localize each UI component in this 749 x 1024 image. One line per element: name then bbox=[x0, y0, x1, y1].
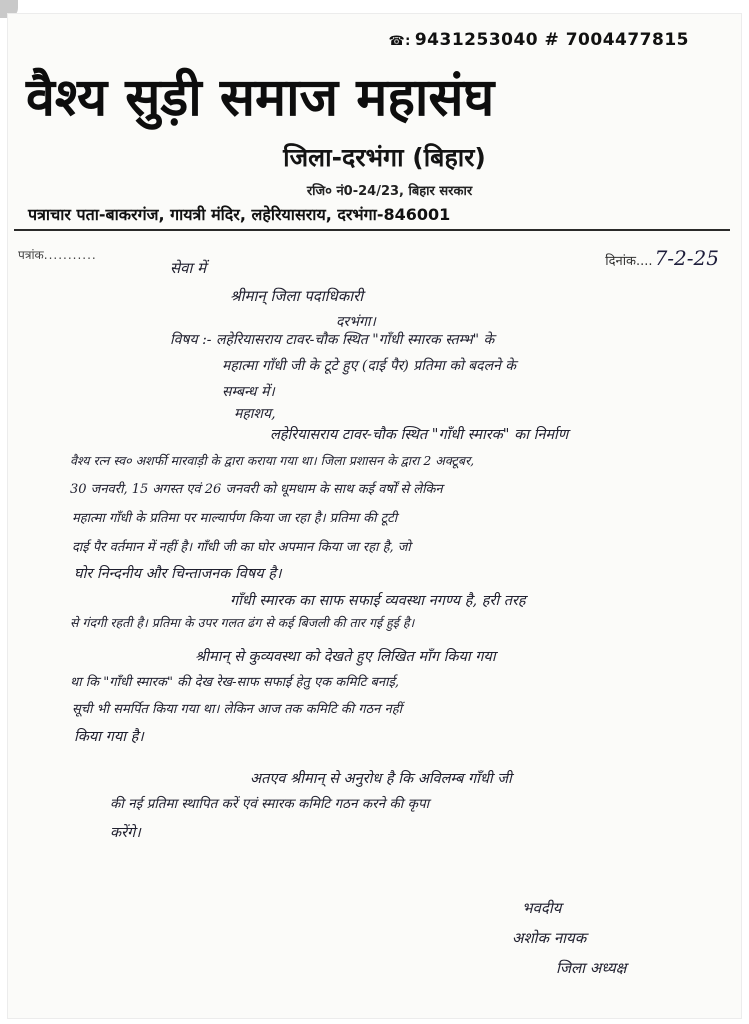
district-line: जिला-दरभंगा (बिहार) bbox=[283, 143, 486, 172]
body-line: दाई पैर वर्तमान में नहीं है। गाँधी जी का घोर अपमान किया जा रहा है, जो bbox=[72, 540, 411, 555]
phone-icon: ☎: bbox=[388, 34, 411, 49]
date-label: दिनांक.... bbox=[605, 254, 653, 269]
postal-address: पत्राचार पता-बाकरगंज, गायत्री मंदिर, लहेरियासराय, दरभंगा-846001 bbox=[28, 205, 451, 224]
phone-numbers bbox=[388, 30, 689, 50]
signature-name: अशोक नायक bbox=[512, 929, 587, 947]
subject-line: विषय :- लहेरियासराय टावर-चौक स्थित "गाँधी स्मारक स्तम्भ" के bbox=[170, 332, 495, 348]
reference-dots: ........... bbox=[43, 248, 97, 262]
closing-line: अतएव श्रीमान् से अनुरोध है कि अविलम्ब गाँधी जी bbox=[250, 771, 512, 787]
registration-line: रजि० नं0-24/23, बिहार सरकार bbox=[306, 184, 473, 199]
body-line: किया गया है। bbox=[74, 729, 144, 745]
body-line: श्रीमान् से कुव्यवस्था को देखते हुए लिखित माँग किया गया bbox=[195, 649, 496, 665]
body-line: घोर निन्दनीय और चिन्ताजनक विषय है। bbox=[74, 566, 282, 582]
body-line: से गंदगी रहती है। प्रतिमा के उपर गलत ढंग से कई बिजली की तार गई हुई है। bbox=[70, 615, 415, 630]
body-line: महात्मा गाँधी के प्रतिमा पर माल्यार्पण किया जा रहा है। प्रतिमा की टूटी bbox=[72, 511, 398, 526]
greeting: महाशय, bbox=[234, 406, 276, 422]
date-field bbox=[605, 246, 719, 270]
reference-label: पत्रांक bbox=[18, 248, 44, 262]
recipient-city: दरभंगा। bbox=[336, 314, 376, 330]
closing-line: की नई प्रतिमा स्थापित करें एवं स्मारक कमिटि गठन करने की कृपा bbox=[110, 796, 430, 812]
body-line: वैश्य रत्न स्व० अशर्फी मारवाड़ी के द्वारा कराया गया था। जिला प्रशासन के द्वारा 2 अक्टूबर, bbox=[70, 453, 475, 468]
phone-text: 9431253040 # 7004477815 bbox=[414, 30, 689, 50]
date-value: 7-2-25 bbox=[654, 246, 719, 270]
signature-valediction: भवदीय bbox=[522, 899, 562, 917]
body-line: था कि "गाँधी स्मारक" की देख रेख-साफ सफाई हेतु एक कमिटि बनाई, bbox=[70, 675, 400, 690]
body-line: गाँधी स्मारक का साफ सफाई व्यवस्था नगण्य है, हरी तरह bbox=[230, 593, 526, 609]
body-line: लहेरियासराय टावर-चौक स्थित "गाँधी स्मारक" का निर्माण bbox=[270, 427, 569, 443]
header-divider bbox=[14, 229, 730, 231]
subject-line: सम्बन्ध में। bbox=[222, 384, 275, 400]
organization-name: वैश्य सुड़ी समाज महासंघ bbox=[26, 68, 495, 128]
closing-line: करेंगे। bbox=[110, 825, 141, 841]
signature-designation: जिला अध्यक्ष bbox=[556, 959, 627, 977]
subject-line: महात्मा गाँधी जी के टूटे हुए (दाई पैर) प्रतिमा को बदलने के bbox=[222, 358, 517, 374]
salutation-to: सेवा में bbox=[170, 259, 207, 277]
reference-field bbox=[18, 246, 97, 263]
recipient-title: श्रीमान् जिला पदाधिकारी bbox=[230, 287, 364, 305]
body-line: सूची भी समर्पित किया गया था। लेकिन आज तक कमिटि की गठन नहीं bbox=[72, 702, 402, 717]
body-line: 30 जनवरी, 15 अगस्त एवं 26 जनवरी को धूमधाम के साथ कई वर्षों से लेकिन bbox=[70, 482, 443, 497]
